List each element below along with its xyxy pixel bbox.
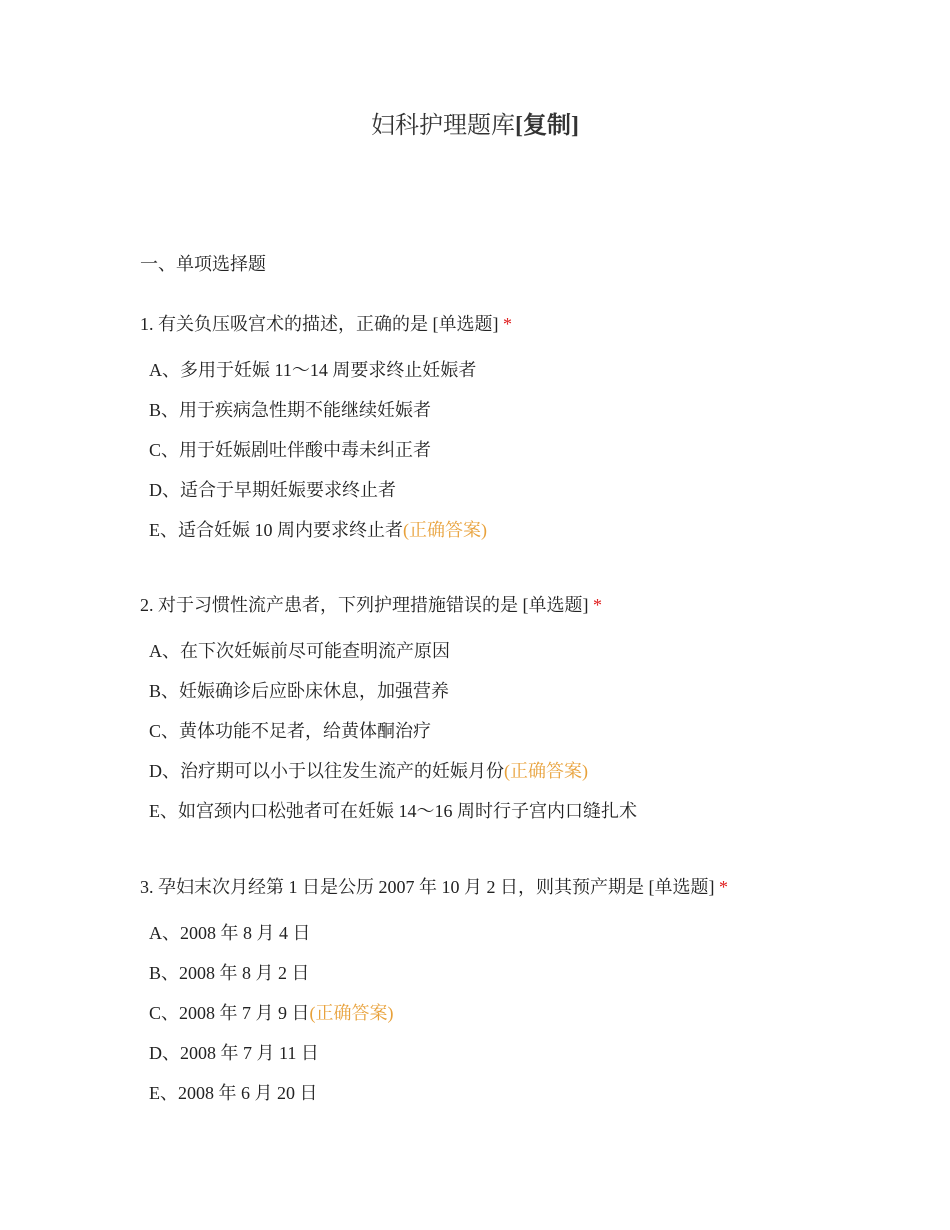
option-text: C、用于妊娠剧吐伴酸中毒未纠正者 <box>149 440 432 460</box>
option-b <box>140 398 860 422</box>
option-b <box>140 961 860 985</box>
document-title <box>0 110 950 142</box>
option-e <box>140 1081 860 1105</box>
option-text: E、2008 年 6 月 20 日 <box>149 1083 318 1103</box>
option-e <box>140 518 860 542</box>
option-text: C、2008 年 7 月 9 日 <box>149 1003 310 1023</box>
question-2 <box>140 593 860 839</box>
option-text: D、2008 年 7 月 11 日 <box>149 1043 319 1063</box>
option-text: E、如宫颈内口松弛者可在妊娠 14～16 周时行子宫内口缝扎术 <box>149 801 637 821</box>
option-c <box>140 1001 860 1025</box>
option-text: B、2008 年 8 月 2 日 <box>149 963 310 983</box>
option-list <box>140 921 860 1105</box>
correct-answer-mark: (正确答案) <box>403 520 487 540</box>
correct-answer-mark: (正确答案) <box>504 761 588 781</box>
question-stem <box>140 875 860 899</box>
title-copy-suffix: [复制] <box>515 113 579 139</box>
option-e <box>140 799 860 823</box>
question-3 <box>140 875 860 1121</box>
option-d <box>140 478 860 502</box>
title-text: 妇科护理题库 <box>371 113 515 139</box>
option-text: B、妊娠确诊后应卧床休息，加强营养 <box>149 681 450 701</box>
option-text: E、适合妊娠 10 周内要求终止者 <box>149 520 403 540</box>
option-list <box>140 358 860 542</box>
option-text: D、适合于早期妊娠要求终止者 <box>149 480 396 500</box>
question-text: 3. 孕妇末次月经第 1 日是公历 2007 年 10 月 2 日，则其预产期是 [单选题] <box>140 877 719 897</box>
required-star: * <box>503 314 512 334</box>
question-stem <box>140 593 860 617</box>
option-c <box>140 438 860 462</box>
question-text: 1. 有关负压吸宫术的描述，正确的是 [单选题] <box>140 314 503 334</box>
option-d <box>140 1041 860 1065</box>
option-a <box>140 358 860 382</box>
option-text: A、多用于妊娠 11～14 周要求终止妊娠者 <box>149 360 477 380</box>
option-text: D、治疗期可以小于以往发生流产的妊娠月份 <box>149 761 504 781</box>
option-text: A、2008 年 8 月 4 日 <box>149 923 311 943</box>
question-1 <box>140 312 860 558</box>
option-a <box>140 921 860 945</box>
option-text: B、用于疾病急性期不能继续妊娠者 <box>149 400 432 420</box>
required-star: * <box>719 877 728 897</box>
option-c <box>140 719 860 743</box>
correct-answer-mark: (正确答案) <box>309 1003 394 1023</box>
question-text: 2. 对于习惯性流产患者，下列护理措施错误的是 [单选题] <box>140 595 593 615</box>
section-heading: 一、单项选择题 <box>140 254 266 274</box>
option-text: C、黄体功能不足者，给黄体酮治疗 <box>149 721 432 741</box>
option-b <box>140 679 860 703</box>
required-star: * <box>593 595 602 615</box>
question-stem <box>140 312 860 336</box>
option-d <box>140 759 860 783</box>
option-a <box>140 639 860 663</box>
option-text: A、在下次妊娠前尽可能查明流产原因 <box>149 641 450 661</box>
option-list <box>140 639 860 823</box>
